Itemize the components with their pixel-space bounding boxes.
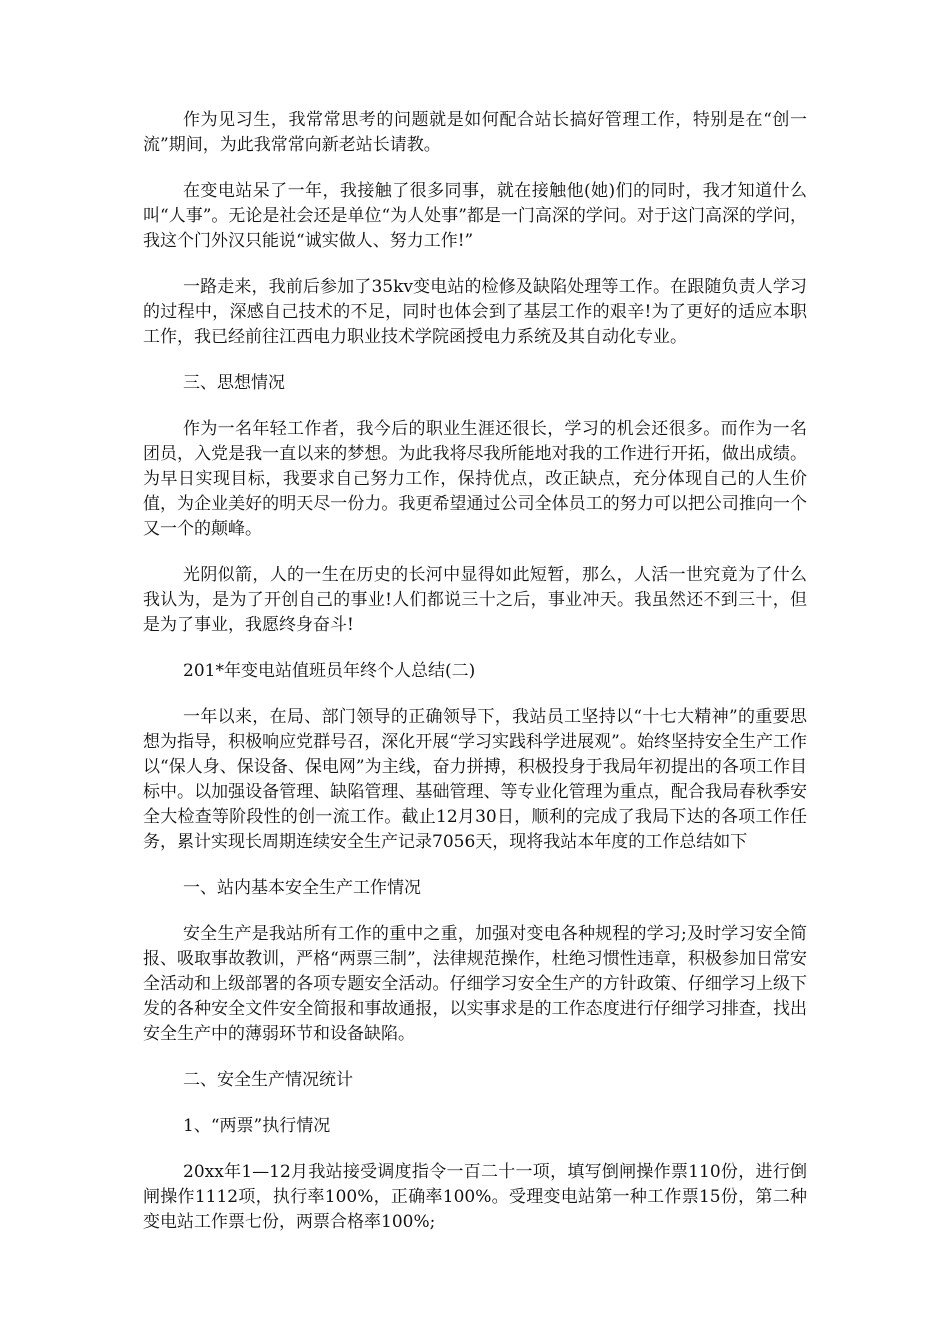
- paragraph-annual-overview: 一年以来，在局、部门领导的正确领导下，我站员工坚持以“十七大精神”的重要思想为指导，积极响应党群号召，深化开展“学习实践科学进展观”。始终坚持安全生产工作以“保人身、保设备、保电网”为主线，奋力拼搏，积极投身于我局年初提出的各项工作目标中。以加强设备管理、缺陷管理、基础管理、等专业化管理为重点，配合我局春秋季安全大检查等阶段性的创一流工作。截止12月30日，顺利的完成了我局下达的各项工作任务，累计实现长周期连续安全生产记录7056天，现将我站本年度的工作总结如下: [143, 707, 807, 852]
- paragraph-trainee-reflection: 作为见习生，我常常思考的问题就是如何配合站长搞好管理工作，特别是在“创一流”期间，为此我常常向新老站长请教。: [143, 110, 807, 155]
- document-title-part-two: 201*年变电站值班员年终个人总结(二): [183, 661, 476, 681]
- paragraph-work-experience: 一路走来，我前后参加了35kv变电站的检修及缺陷处理等工作。在跟随负责人学习的过程中，深感自己技术的不足，同时也体会到了基层工作的艰辛!为了更好的适应本职工作，我已经前往江西电力职业技术学院函授电力系统及其自动化专业。: [143, 277, 807, 347]
- document-body: [143, 108, 807, 1256]
- paragraph-ticket-statistics: 20xx年1—12月我站接受调度指令一百二十一项，填写倒闸操作票110份，进行倒闸操作1112项，执行率100%，正确率100%。受理变电站第一种工作票15份，第二种变电站工作票七份，两票合格率100%;: [143, 1162, 807, 1232]
- paragraph-colleagues: 在变电站呆了一年，我接触了很多同事，就在接触他(她)们的同时，我才知道什么叫“人事”。无论是社会还是单位“为人处事”都是一门高深的学问。对于这门高深的学问，我这个门外汉只能说“诚实做人、努力工作!”: [143, 181, 807, 251]
- paragraph-life-purpose: 光阴似箭，人的一生在历史的长河中显得如此短暂，那么，人活一世究竟为了什么我认为，是为了开创自己的事业!人们都说三十之后，事业冲天。我虽然还不到三十，但是为了事业，我愿终身奋斗!: [143, 565, 807, 635]
- section-heading-safety-work: 一、站内基本安全生产工作情况: [183, 878, 421, 898]
- section-heading-thoughts: 三、思想情况: [183, 373, 285, 393]
- section-heading-safety-stats: 二、安全生产情况统计: [183, 1070, 353, 1090]
- paragraph-career-goals: 作为一名年轻工作者，我今后的职业生涯还很长，学习的机会还很多。而作为一名团员，入党是我一直以来的梦想。为此我将尽我所能地对我的工作进行开拓，做出成绩。为早日实现目标，我要求自己努力工作，保持优点，改正缺点，充分体现自己的人生价值，为企业美好的明天尽一份力。我更希望通过公司全体员工的努力可以把公司推向一个又一个的颠峰。: [143, 419, 807, 539]
- paragraph-safety-production: 安全生产是我站所有工作的重中之重，加强对变电各种规程的学习;及时学习安全简报、吸取事故教训，严格“两票三制”，法律规范操作，杜绝习惯性违章，积极参加日常安全活动和上级部署的各项专题安全活动。仔细学习安全生产的方针政策、仔细学习上级下发的各种安全文件安全简报和事故通报，以实事求是的工作态度进行仔细学习排查，找出安全生产中的薄弱环节和设备缺陷。: [143, 924, 807, 1044]
- subsection-heading-two-tickets: 1、“两票”执行情况: [183, 1116, 331, 1136]
